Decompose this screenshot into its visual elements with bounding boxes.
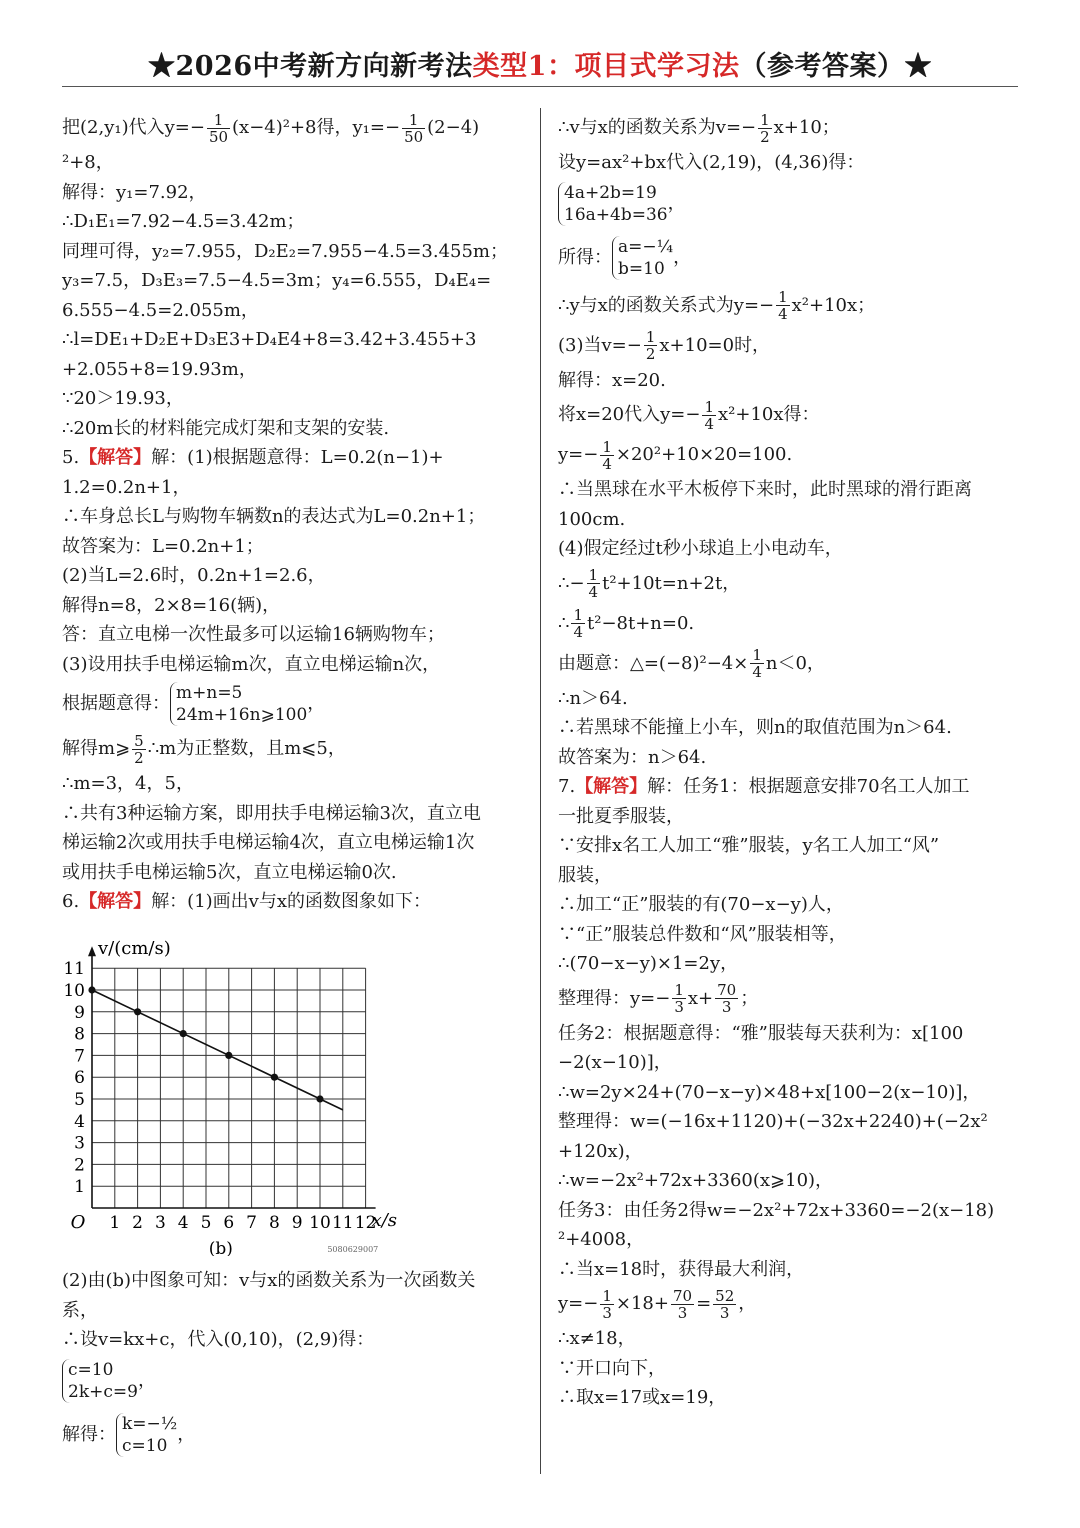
- header-type-label: 类型1：项目式学习法: [472, 51, 740, 82]
- text-line: y=− $\frac{1}{3}$ ×18+ $\frac{70}{3}$ = $\frac{52}{3}$ ，: [558, 1286, 757, 1322]
- fraction: $\frac{70}{3}$: [672, 1286, 693, 1322]
- equation-system: c=10 2k+c=9: [62, 1359, 138, 1403]
- chart-watermark: 5080629007: [327, 1245, 379, 1254]
- equation-system: 4a+2b=19 16a+4b=36: [558, 182, 668, 226]
- data-point: [88, 986, 95, 993]
- text-line: ∵“正”服装总件数和“风”服装相等，: [558, 923, 847, 945]
- data-point: [271, 1074, 278, 1081]
- text-line: 任务2：根据题意得：“雅”服装每天获利为：x[100: [558, 1022, 964, 1044]
- fraction: $\frac{1}{50}$: [404, 110, 424, 146]
- header-divider: [62, 86, 1018, 87]
- text-line: ∴ $\frac{1}{4}$ t²−8t+n=0.: [558, 606, 695, 641]
- y-tick-label: 11: [63, 959, 85, 980]
- x-tick-label: 6: [223, 1213, 235, 1233]
- text-line: ∴l=DE₁+D₂E+D₃E3+D₄E4+8=3.42+3.455+3: [62, 329, 477, 350]
- fraction: $\frac{1}{4}$: [778, 288, 788, 323]
- x-axis-label: x/s: [371, 1210, 398, 1231]
- text-line: ∴− $\frac{1}{4}$ t²+10t=n+2t，: [558, 566, 741, 601]
- left-column: [62, 108, 524, 917]
- text-line: ∵开口向下，: [558, 1357, 666, 1379]
- fraction: $\frac{1}{50}$: [208, 110, 229, 146]
- text-line: +2.055+8=19.93m，: [62, 358, 257, 380]
- fraction: $\frac{1}{4}$: [752, 646, 762, 681]
- text-line: 梯运输2次或用扶手电梯运输4次，直立电梯运输1次: [62, 832, 475, 853]
- page-header: [0, 44, 1080, 83]
- y-tick-label: 8: [74, 1024, 85, 1045]
- text-line: 任务3：由任务2得w=−2x²+72x+3360=−2(x−18): [558, 1199, 995, 1221]
- text-line: ∴设v=kx+c，代入(0,10)，(2,9)得：: [62, 1329, 375, 1350]
- header-suffix: （参考答案）★: [739, 51, 932, 82]
- text-line: 一批夏季服装，: [558, 805, 684, 827]
- x-tick-label: 5: [200, 1213, 212, 1233]
- text-line: ∴y与x的函数关系式为y=− $\frac{1}{4}$ x²+10x；: [558, 288, 876, 323]
- data-point: [225, 1052, 232, 1059]
- text-line: ∴w=−2x²+72x+3360(x⩾10)，: [558, 1170, 834, 1191]
- data-line: [92, 990, 343, 1110]
- data-point: [316, 1095, 323, 1102]
- text-line: ∴20m长的材料能完成灯架和支架的安装.: [62, 417, 390, 439]
- text-line: ∴D₁E₁=7.92−4.5=3.42m；: [62, 211, 305, 232]
- fraction: $\frac{1}{4}$: [602, 437, 612, 473]
- text-line: ∴车身总长L与购物车辆数n的表达式为L=0.2n+1；: [62, 506, 486, 527]
- y-axis-arrow: [88, 946, 96, 956]
- y-tick-label: 5: [74, 1090, 85, 1110]
- x-tick-label: 4: [177, 1213, 189, 1233]
- x-tick-label: 2: [132, 1213, 144, 1233]
- text-line: 100cm.: [558, 508, 626, 530]
- text-line: 同理可得，y₂=7.955，D₂E₂=7.955−4.5=3.455m；: [62, 240, 509, 262]
- text-line: ∴取x=17或x=19，: [558, 1387, 727, 1408]
- text-line: y₃=7.5，D₃E₃=7.5−4.5=3m；y₄=6.555，D₄E₄=: [62, 270, 492, 291]
- fraction: $\frac{1}{4}$: [704, 397, 715, 433]
- text-line: (2)当L=2.6时，0.2n+1=2.6，: [62, 565, 326, 586]
- x-tick-label: 11: [331, 1213, 354, 1233]
- text-line: ∴加工“正”服装的有(70−x−y)人，: [558, 894, 844, 915]
- chart-caption: (b): [208, 1239, 233, 1256]
- text-line: 把(2,y₁)代入y=− $\frac{1}{50}$ (x−4)²+8得，y₁=− $\frac{1}{50}$ (2−4): [62, 110, 480, 146]
- text-line: 故答案为：n＞64.: [558, 746, 707, 768]
- y-tick-label: 2: [74, 1155, 85, 1176]
- right-column: [558, 108, 1018, 1413]
- text-line: ∴当x=18时，获得最大利润，: [558, 1258, 805, 1280]
- question-5-heading: 5.【解答】解：(1)根据题意得：L=0.2(n−1)+: [62, 447, 444, 468]
- column-divider: [540, 108, 541, 1474]
- equation-system: a=−¼ b=10: [612, 236, 673, 280]
- fraction: $\frac{1}{4}$: [588, 566, 599, 601]
- x-tick-label: 1: [109, 1213, 121, 1233]
- x-tick-label: 10: [309, 1213, 331, 1233]
- text-line: 设y=ax²+bx代入(2,19)，(4,36)得：: [558, 152, 865, 173]
- text-line: 解得：y₁=7.92，: [62, 181, 207, 203]
- solution-system-line: 所得： a=−¼ b=10 ，: [558, 236, 692, 279]
- equation-system-line: c=10 2k+c=9 ，: [62, 1355, 524, 1407]
- text-line: ∵20＞19.93，: [62, 388, 184, 409]
- x-tick-label: 9: [291, 1213, 303, 1233]
- answer-tag: 【解答】: [575, 776, 648, 797]
- text-line: ²+8，: [62, 152, 114, 173]
- x-tick-label: 12: [354, 1213, 377, 1233]
- velocity-time-chart: [62, 926, 482, 1256]
- text-line: (3)当v=− $\frac{1}{2}$ x+10=0时，: [558, 328, 771, 363]
- answer-tag: 【解答】: [79, 891, 152, 912]
- text-line: ²+4008，: [558, 1229, 645, 1250]
- fraction: $\frac{52}{3}$: [715, 1286, 735, 1322]
- answer-tag: 【解答】: [79, 447, 152, 468]
- y-tick-label: 7: [74, 1046, 85, 1067]
- text-line: 整理得：w=(−16x+1120)+(−32x+2240)+(−2x²: [558, 1111, 988, 1132]
- text-line: 整理得：y=− $\frac{1}{3}$ x+ $\frac{70}{3}$ ；: [558, 981, 759, 1016]
- fraction: $\frac{1}{4}$: [573, 606, 583, 641]
- text-line: ∴m=3，4，5，: [62, 773, 194, 794]
- text-line: ∴w=2y×24+(70−x−y)×48+x[100−2(x−10)]，: [558, 1081, 981, 1103]
- fraction: $\frac{70}{3}$: [717, 981, 737, 1016]
- text-line: 系，: [62, 1299, 98, 1321]
- text-line: +120x)，: [558, 1140, 643, 1162]
- x-tick-label: 3: [154, 1213, 166, 1233]
- x-tick-label: 8: [268, 1213, 280, 1233]
- text-line: ∴(70−x−y)×1=2y，: [558, 953, 739, 974]
- header-prefix: ★2026中考新方向新考法: [148, 51, 473, 82]
- text-line: (2)由(b)中图象可知：v与x的函数关系为一次函数关: [62, 1270, 476, 1291]
- text-line: 或用扶手电梯运输5次，直立电梯运输0次.: [62, 861, 397, 883]
- text-line: 1.2=0.2n+1，: [62, 476, 191, 498]
- fraction: $\frac{1}{3}$: [674, 981, 684, 1016]
- text-line: 服装，: [558, 864, 612, 886]
- equation-system-line: 根据题意得： m+n=5 24m+16n⩾100 ，: [62, 683, 326, 725]
- text-line: (4)假定经过t秒小球追上小电动车，: [558, 538, 843, 559]
- y-tick-label: 3: [74, 1133, 85, 1154]
- y-tick-label: 1: [74, 1177, 85, 1198]
- fraction: $\frac{5}{2}$: [134, 731, 144, 767]
- fraction: $\frac{1}{2}$: [645, 328, 656, 363]
- origin-label: O: [70, 1212, 86, 1233]
- y-tick-label: 4: [74, 1111, 85, 1132]
- fraction: $\frac{1}{2}$: [760, 110, 770, 146]
- x-tick-label: 7: [246, 1213, 258, 1233]
- text-line: 故答案为：L=0.2n+1；: [62, 535, 264, 557]
- text-line: ∴x≠18，: [558, 1328, 636, 1349]
- text-line: 解得：x=20.: [558, 369, 666, 391]
- question-6-heading: 6.【解答】解：(1)画出v与x的函数图象如下：: [62, 891, 432, 912]
- text-line: ∵安排x名工人加工“雅”服装，y名工人加工“风”: [558, 835, 940, 856]
- text-line: 6.555−4.5=2.055m，: [62, 299, 259, 321]
- text-line: ∴v与x的函数关系为v=− $\frac{1}{2}$ x+10；: [558, 110, 840, 146]
- y-axis-label: v/(cm/s): [98, 938, 171, 960]
- text-line: ∴若黑球不能撞上小车，则n的取值范围为n＞64.: [558, 717, 952, 738]
- equation-system-line: 4a+2b=19 16a+4b=36 ，: [558, 178, 1018, 230]
- text-line: ∴n＞64.: [558, 687, 628, 709]
- equation-system: m+n=5 24m+16n⩾100: [170, 682, 307, 726]
- data-point: [180, 1030, 187, 1037]
- text-line: 解得n=8，2×8=16(辆)，: [62, 594, 281, 616]
- text-line: 解得m⩾ $\frac{5}{2}$ ∴m为正整数，且m⩽5，: [62, 731, 346, 767]
- text-line: y=− $\frac{1}{4}$ ×20²+10×20=100.: [558, 437, 793, 473]
- solution-system-line: 解得： k=−½ c=10 ，: [62, 1413, 196, 1456]
- y-tick-label: 9: [74, 1002, 85, 1023]
- data-point: [134, 1008, 141, 1015]
- text-line: ∴当黑球在水平木板停下来时，此时黑球的滑行距离: [558, 479, 972, 500]
- left-column-lower: [62, 1266, 524, 1463]
- text-line: −2(x−10)]，: [558, 1052, 672, 1073]
- question-7-heading: 7.【解答】解：任务1：根据题意安排70名工人加工: [558, 776, 970, 797]
- text-line: (3)设用扶手电梯运输m次，直立电梯运输n次，: [62, 653, 441, 675]
- y-tick-label: 10: [63, 981, 85, 1001]
- fraction: $\frac{1}{3}$: [602, 1286, 612, 1322]
- y-tick-label: 6: [74, 1068, 85, 1089]
- text-line: 答：直立电梯一次性最多可以运输16辆购物车；: [62, 624, 445, 645]
- equation-system: k=−½ c=10: [116, 1413, 177, 1457]
- text-line: ∴共有3种运输方案，即用扶手电梯运输3次，直立电: [62, 802, 481, 824]
- text-line: 将x=20代入y=− $\frac{1}{4}$ x²+10x得：: [558, 397, 820, 433]
- text-line: 由题意：△=(−8)²−4× $\frac{1}{4}$ n＜0，: [558, 646, 825, 681]
